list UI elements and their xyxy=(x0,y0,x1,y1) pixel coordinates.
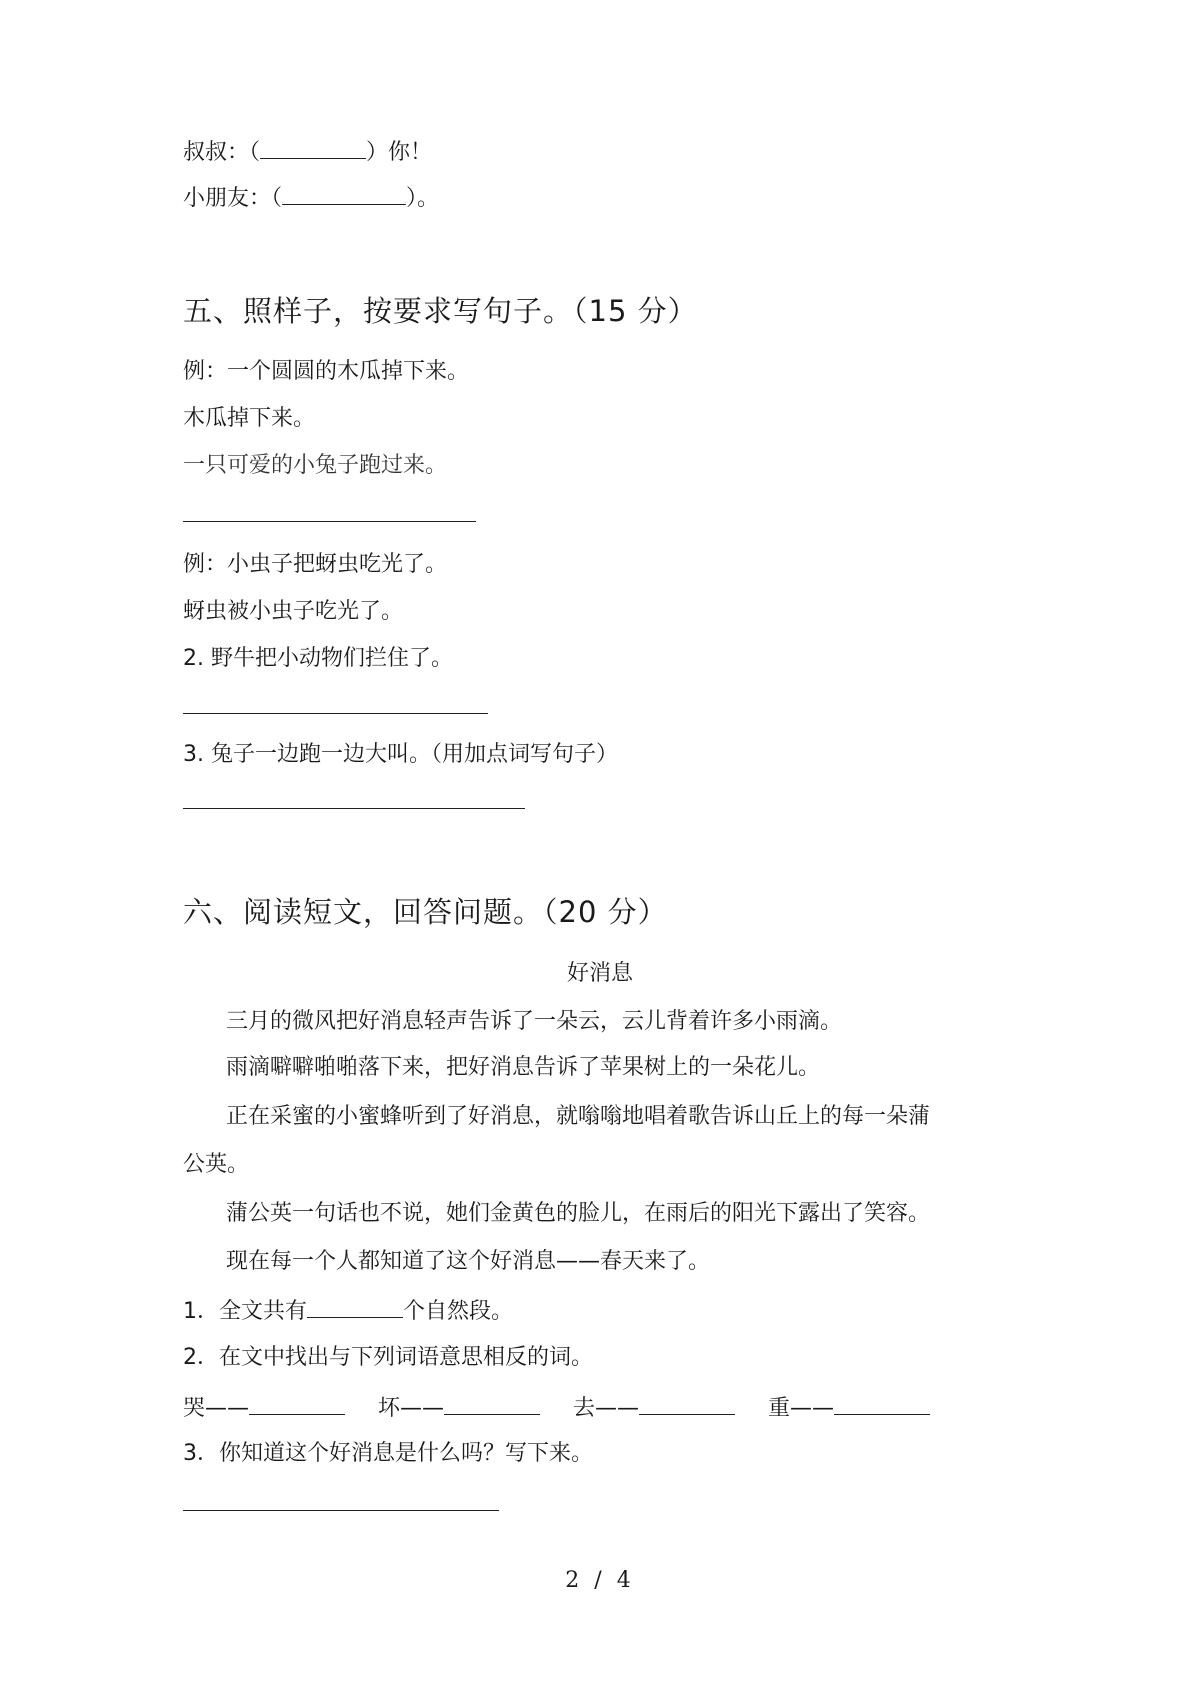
passage-paragraph-3-line2: 公英。 xyxy=(183,1152,250,1177)
passage-title: 好消息 xyxy=(566,961,633,986)
section5-heading: 五、照样子，按要求写句子。（15 分） xyxy=(183,294,698,328)
antonym-blank[interactable] xyxy=(444,1392,540,1415)
antonym-word: 去—— xyxy=(573,1396,640,1421)
child-answer-blank[interactable] xyxy=(282,182,406,205)
paragraph-count-blank[interactable] xyxy=(307,1295,403,1318)
uncle-prefix: 叔叔：（ xyxy=(183,140,261,165)
section5-example1-b: 木瓜掉下来。 xyxy=(183,406,316,431)
passage-paragraph-2: 雨滴噼噼啪啪落下来，把好消息告诉了苹果树上的一朵花儿。 xyxy=(226,1055,821,1080)
reading-question1 xyxy=(183,1295,513,1327)
dialog-line-uncle xyxy=(183,136,432,168)
antonym-pair-bad xyxy=(378,1392,540,1424)
antonym-pair-cry xyxy=(183,1392,345,1424)
section5-example2-a: 例：小虫子把蚜虫吃光了。 xyxy=(183,552,448,577)
section5-answer-line-3[interactable] xyxy=(183,808,525,809)
antonym-blank[interactable] xyxy=(834,1392,930,1415)
section5-answer-line-2[interactable] xyxy=(183,713,488,714)
reading-question2: 2．在文中找出与下列词语意思相反的词。 xyxy=(183,1345,593,1370)
section5-question1: 一只可爱的小兔子跑过来。 xyxy=(183,453,448,478)
passage-paragraph-1: 三月的微风把好消息轻声告诉了一朵云，云儿背着许多小雨滴。 xyxy=(226,1009,843,1034)
antonym-blank[interactable] xyxy=(639,1392,735,1415)
antonym-word: 重—— xyxy=(768,1396,835,1421)
section6-heading: 六、阅读短文，回答问题。（20 分） xyxy=(183,895,668,929)
reading-answer-line[interactable] xyxy=(183,1510,499,1511)
uncle-answer-blank[interactable] xyxy=(260,136,366,159)
reading-question1-suffix: 个自然段。 xyxy=(403,1299,514,1324)
antonym-word: 哭—— xyxy=(183,1396,250,1421)
passage-paragraph-4: 蒲公英一句话也不说，她们金黄色的脸儿，在雨后的阳光下露出了笑容。 xyxy=(226,1201,931,1226)
section5-example1-a: 例：一个圆圆的木瓜掉下来。 xyxy=(183,359,470,384)
antonym-pair-heavy xyxy=(768,1392,930,1424)
dialog-line-child xyxy=(183,182,439,214)
antonym-word: 坏—— xyxy=(378,1396,445,1421)
page-number: 2 / 4 xyxy=(565,1568,635,1593)
reading-question1-prefix: 1．全文共有 xyxy=(183,1299,307,1324)
passage-paragraph-5: 现在每一个人都知道了这个好消息——春天来了。 xyxy=(226,1249,711,1274)
child-prefix: 小朋友：（ xyxy=(183,186,283,211)
uncle-suffix: ）你！ xyxy=(366,140,433,165)
reading-question3: 3．你知道这个好消息是什么吗？写下来。 xyxy=(183,1441,593,1466)
section5-question3: 3. 兔子一边跑一边大叫。（用加点词写句子） xyxy=(183,742,618,767)
section5-example2-b: 蚜虫被小虫子吃光了。 xyxy=(183,599,404,624)
antonym-blank[interactable] xyxy=(249,1392,345,1415)
child-suffix: ）。 xyxy=(406,186,440,211)
section5-question2: 2. 野牛把小动物们拦住了。 xyxy=(183,646,453,671)
section5-answer-line-1[interactable] xyxy=(183,521,476,522)
antonym-row xyxy=(183,1392,956,1424)
antonym-pair-go xyxy=(573,1392,735,1424)
passage-paragraph-3-line1: 正在采蜜的小蜜蜂听到了好消息，就嗡嗡地唱着歌告诉山丘上的每一朵蒲 xyxy=(226,1104,931,1129)
